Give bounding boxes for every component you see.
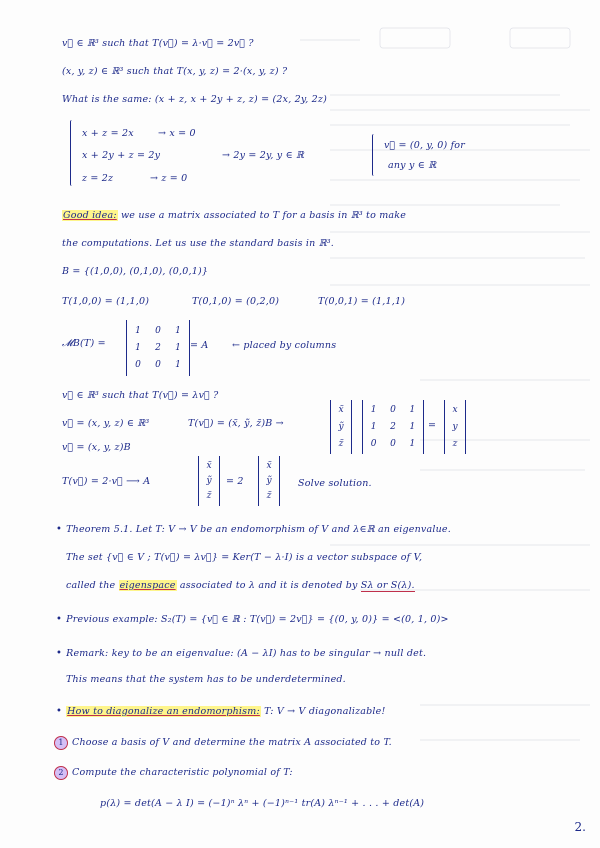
theorem-text-3b: associated to λ and it is denoted by — [176, 580, 361, 591]
matrix-row — [131, 343, 185, 353]
eigen-vector-right — [258, 456, 280, 506]
system-eq-2-result: → 2y = 2y, y ∈ ℝ — [222, 150, 305, 161]
remark-text-1: key to be an eigenvalue: (A − λI) has to be singular → null det. — [108, 648, 427, 659]
equals-sign: = — [428, 420, 437, 431]
system-eq-1-result: → x = 0 — [158, 128, 196, 139]
matrix-label: 𝓜B(T) = — [62, 338, 106, 349]
tilde-x: x̃ — [206, 460, 212, 471]
matrix-cell: 1 — [135, 342, 141, 353]
theorem-label: Theorem 5.1. — [66, 524, 133, 535]
question-line-1: v⃗ ∈ ℝ³ such that T(v⃗) = λ·v⃗ = 2v⃗ ? — [62, 38, 254, 49]
tilde-y: ỹ — [338, 421, 344, 432]
matrix-cell: 0 — [390, 438, 396, 449]
question-line-2: (x, y, z) ∈ ℝ³ such that T(x, y, z) = 2·(x, y, z) ? — [62, 66, 288, 77]
step-2-number: 2 — [54, 766, 68, 780]
matrix-row — [131, 360, 185, 370]
system-eq-3: z = 2z — [82, 173, 114, 184]
previous-example-line — [56, 614, 449, 625]
theorem-text-3a: called the — [66, 580, 119, 591]
vec-x: x — [452, 405, 458, 416]
step-1-number: 1 — [54, 736, 68, 750]
step-1-line — [54, 736, 392, 750]
step-2-line — [54, 766, 293, 780]
vec-z: z — [452, 438, 458, 449]
vector-image-def: T(v⃗) = (x̃, ỹ, z̃)B → — [188, 418, 284, 429]
matrix-cell: 1 — [175, 325, 181, 336]
previous-example-label: Previous example: — [66, 614, 158, 625]
system-eq-1: x + z = 2x — [82, 128, 134, 139]
previous-example-text: S₂(T) = {v⃗ ∈ ℝ : T(v⃗) = 2v⃗} = {(0, y, 0)} = <(0, 1, 0)> — [157, 614, 449, 625]
matrix-cell: 1 — [370, 405, 377, 416]
tilde-y: ỹ — [206, 475, 212, 486]
matrix-cell: 0 — [370, 438, 377, 449]
page-number: 2. — [574, 820, 586, 834]
matrix-row — [131, 326, 185, 336]
remark-line-2: This means that the system has to be underdetermined. — [66, 674, 346, 685]
matrix-row — [367, 422, 419, 432]
system-brace — [70, 120, 77, 186]
bullet: • — [56, 614, 63, 625]
good-idea-label: Good idea: — [63, 210, 117, 221]
vec-y: y — [452, 421, 458, 432]
theorem-line-3 — [66, 580, 415, 591]
eigenspace-notation: Sλ or S(λ). — [360, 580, 415, 591]
matrix-cell: 0 — [155, 360, 161, 371]
eigenspace-term: eigenspace — [119, 580, 176, 591]
tilde-z: z̃ — [206, 491, 212, 502]
tilde-y: ỹ — [266, 475, 272, 486]
matrix-row — [367, 405, 419, 415]
matrix-cell: 1 — [175, 342, 181, 353]
bullet: • — [56, 648, 63, 659]
xyz-vector — [444, 400, 466, 454]
tilde-z: z̃ — [338, 438, 344, 449]
matrix-cell: 1 — [175, 360, 181, 371]
step-2-text: Compute the characteristic polynomial of T: — [72, 767, 293, 778]
solve-note: Solve solution. — [298, 478, 372, 489]
how-to-text: T: V → V diagonalizable! — [260, 706, 386, 717]
system-eq-3-result: → z = 0 — [150, 173, 188, 184]
image-t1: T(1,0,0) = (1,1,0) — [62, 296, 150, 307]
eigen-equals-two: = 2 — [226, 476, 244, 487]
good-idea-line-2: the computations. Let us use the standard basis in ℝ³. — [62, 238, 335, 249]
result-line-2: any y ∈ ℝ — [388, 160, 437, 171]
result-brace — [372, 134, 379, 176]
matrix-cell: 0 — [155, 325, 161, 336]
question-line-4: v⃗ ∈ ℝ³ such that T(v⃗) = λv⃗ ? — [62, 390, 219, 401]
matrix-cell: 1 — [135, 325, 141, 336]
eigen-equation: T(v⃗) = 2·v⃗ ⟶ A — [62, 476, 151, 487]
matrix-cell: 1 — [409, 421, 416, 432]
image-t3: T(0,0,1) = (1,1,1) — [318, 296, 406, 307]
matrix-cell: 1 — [409, 438, 416, 449]
vector-def-2: v⃗ = (x, y, z)B — [62, 442, 131, 453]
matrix-cell: 0 — [135, 360, 141, 371]
good-idea-text-1: we use a matrix associated to T for a basis in ℝ³ to make — [117, 210, 407, 221]
theorem-text-1: Let T: V → V be an endomorphism of V and λ∈ℝ an eigenvalue. — [132, 524, 451, 535]
theorem-line-2: The set {v⃗ ∈ V ; T(v⃗) = λv⃗} = Ker(T − λ·I) is a vector subspace of V, — [66, 552, 423, 563]
matrix-cell: 2 — [155, 342, 161, 353]
tilde-vector — [330, 400, 352, 454]
matrix-equals-A: = A — [190, 340, 209, 351]
how-to-line — [56, 706, 386, 717]
good-idea-line-1 — [62, 210, 406, 221]
eigen-vector-left — [198, 456, 220, 506]
matrix-A — [126, 320, 190, 376]
basis-line: B = {(1,0,0), (0,1,0), (0,0,1)} — [62, 266, 209, 277]
matrix-cell: 2 — [390, 421, 396, 432]
bullet: • — [56, 706, 63, 717]
bullet: • — [56, 524, 63, 535]
matrix-A-repeat — [362, 400, 424, 454]
matrix-note: ← placed by columns — [232, 340, 337, 351]
matrix-cell: 0 — [390, 405, 396, 416]
vector-def-1: v⃗ = (x, y, z) ∈ ℝ³ — [62, 418, 150, 429]
system-eq-2: x + 2y + z = 2y — [82, 150, 161, 161]
tilde-x: x̃ — [338, 405, 344, 416]
matrix-cell: 1 — [370, 421, 377, 432]
image-t2: T(0,1,0) = (0,2,0) — [192, 296, 280, 307]
matrix-cell: 1 — [409, 405, 416, 416]
how-to-label: How to diagonalize an endomorphism: — [67, 706, 260, 717]
tilde-x: x̃ — [266, 460, 272, 471]
result-line-1: v⃗ = (0, y, 0) for — [384, 140, 465, 151]
tilde-z: z̃ — [266, 491, 272, 502]
theorem-line-1 — [56, 524, 451, 535]
matrix-row — [367, 439, 419, 449]
question-line-3: What is the same: (x + z, x + 2y + z, z) = (2x, 2y, 2z) — [62, 94, 328, 105]
characteristic-polynomial: p(λ) = det(A − λ I) = (−1)ⁿ λⁿ + (−1)ⁿ⁻¹ tr(A) λⁿ⁻¹ + . . . + det(A) — [100, 798, 425, 809]
remark-label: Remark: — [66, 648, 109, 659]
remark-line-1 — [56, 648, 426, 659]
step-1-text: Choose a basis of V and determine the matrix A associated to T. — [72, 737, 392, 748]
